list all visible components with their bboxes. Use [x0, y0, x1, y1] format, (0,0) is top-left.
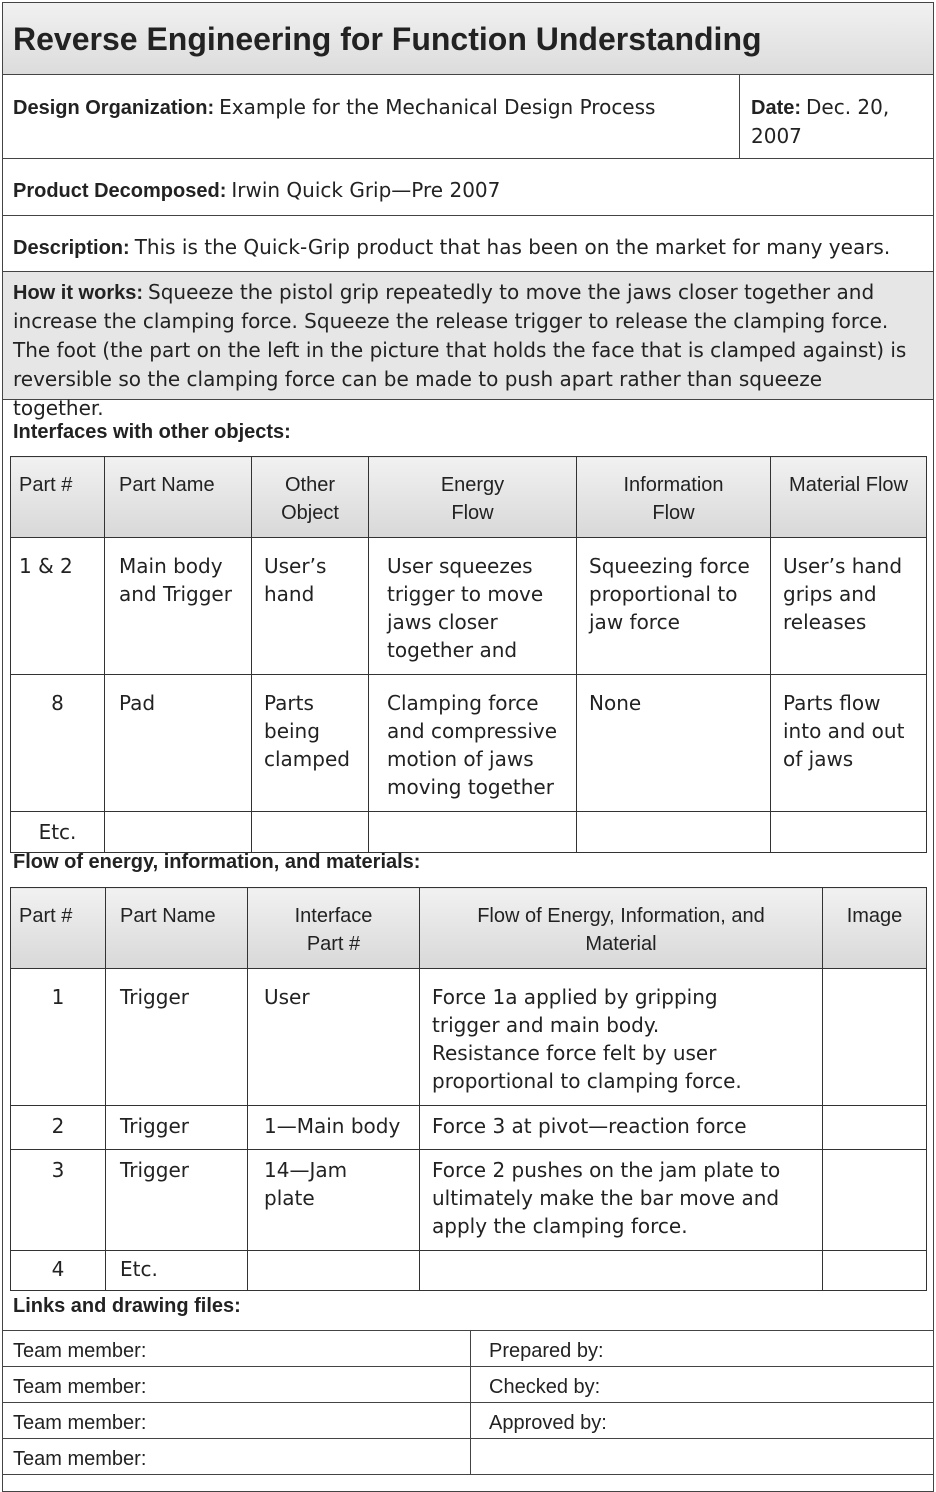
date-divider: [739, 75, 740, 158]
table-row: [11, 1106, 927, 1150]
cell-energy-flow: [369, 812, 577, 853]
links-heading: Links and drawing files:: [13, 1295, 241, 1317]
cell-image: [823, 969, 927, 1106]
table-row: [11, 1251, 927, 1291]
how-it-works-label: How it works:: [13, 282, 144, 304]
flow-heading: Flow of energy, information, and materials:: [13, 851, 421, 873]
checked-by: Checked by:: [489, 1376, 601, 1398]
cell-part-number: 2: [11, 1106, 106, 1150]
table-row: [11, 1150, 927, 1251]
design-org-row: [3, 75, 933, 159]
cell-interface-part: User: [248, 969, 420, 1106]
table-row: [11, 675, 927, 812]
table-row: [11, 969, 927, 1106]
signoff-divider: [3, 1474, 933, 1475]
signoff-divider: [3, 1402, 933, 1403]
cell-flow-description: Force 3 at pivot—reaction force: [420, 1106, 823, 1150]
col-part-name: Part Name: [105, 457, 252, 538]
cell-material-flow: Parts flow into and out of jaws: [771, 675, 927, 812]
col-part-number: Part #: [11, 888, 106, 969]
cell-part-number: Etc.: [11, 812, 105, 853]
description-label: Description:: [13, 237, 130, 259]
cell-part-number: 1: [11, 969, 106, 1106]
design-org-field: [13, 93, 733, 122]
cell-flow-description: Force 1a applied by gripping trigger and main body. Resistance force felt by user proportional to clamping force.: [420, 969, 823, 1106]
product-field: [13, 176, 500, 205]
how-it-works-row: [3, 272, 933, 420]
signoff-divider: [3, 1438, 933, 1439]
col-interface-part: Interface Part #: [248, 888, 420, 969]
description-row: [3, 216, 933, 272]
interfaces-table: [10, 456, 927, 853]
table-row: [11, 538, 927, 675]
cell-information-flow: None: [577, 675, 771, 812]
cell-interface-part: 14—Jam plate: [248, 1150, 420, 1251]
cell-other-object: User’s hand: [252, 538, 369, 675]
design-org-value: Example for the Mechanical Design Process: [219, 95, 656, 119]
cell-image: [823, 1106, 927, 1150]
table-row: [11, 812, 927, 853]
cell-part-name: [105, 812, 252, 853]
flow-table: [10, 887, 927, 1291]
cell-part-name: Trigger: [106, 1150, 248, 1251]
cell-material-flow: User’s hand grips and releases: [771, 538, 927, 675]
form-title: Reverse Engineering for Function Understanding: [13, 21, 762, 57]
description-field: [13, 233, 890, 262]
col-image: Image: [823, 888, 927, 969]
cell-part-name: Pad: [105, 675, 252, 812]
team-member-3: Team member:: [13, 1412, 147, 1434]
date-label: Date:: [751, 97, 802, 119]
reverse-engineering-form: [2, 2, 934, 1492]
date-value: Dec. 20, 2007: [751, 95, 890, 148]
cell-part-number: 8: [11, 675, 105, 812]
product-value: Irwin Quick Grip—Pre 2007: [231, 178, 501, 202]
col-part-name: Part Name: [106, 888, 248, 969]
col-energy-flow: Energy Flow: [369, 457, 577, 538]
product-label: Product Decomposed:: [13, 180, 227, 202]
cell-energy-flow: Clamping force and compressive motion of jaws moving together: [369, 675, 577, 812]
title-bar: [3, 3, 933, 75]
signoff-column-divider: [470, 1330, 471, 1474]
team-member-1: Team member:: [13, 1340, 147, 1362]
cell-part-number: 1 & 2: [11, 538, 105, 675]
design-org-label: Design Organization:: [13, 97, 215, 119]
cell-interface-part: [248, 1251, 420, 1291]
cell-flow-description: Force 2 pushes on the jam plate to ultimately make the bar move and apply the clamping force.: [420, 1150, 823, 1251]
cell-material-flow: [771, 812, 927, 853]
col-part-number: Part #: [11, 457, 105, 538]
cell-image: [823, 1251, 927, 1291]
col-flow-description: Flow of Energy, Information, and Material: [420, 888, 823, 969]
interfaces-header-row: [11, 457, 927, 538]
cell-information-flow: Squeezing force proportional to jaw force: [577, 538, 771, 675]
cell-energy-flow: User squeezes trigger to move jaws closer together and: [369, 538, 577, 675]
cell-part-number: 3: [11, 1150, 106, 1251]
approved-by: Approved by:: [489, 1412, 607, 1434]
description-value: This is the Quick-Grip product that has been on the market for many years.: [134, 235, 891, 259]
product-row: [3, 159, 933, 216]
signoff-divider: [3, 1330, 933, 1331]
cell-other-object: Parts being clamped: [252, 675, 369, 812]
col-information-flow: Information Flow: [577, 457, 771, 538]
cell-part-number: 4: [11, 1251, 106, 1291]
cell-interface-part: 1—Main body: [248, 1106, 420, 1150]
how-it-works-value: Squeeze the pistol grip repeatedly to move the jaws closer together and increase the clamping force. Squeeze the release trigger to release the clamping force. The foot (the part on the left in the picture that holds the face that is clamped against) is reversible so the clamping force can be made to push apart rather than squeeze together.: [13, 280, 907, 420]
col-other-object: Other Object: [252, 457, 369, 538]
cell-flow-description: [420, 1251, 823, 1291]
cell-part-name: Trigger: [106, 1106, 248, 1150]
interfaces-heading: Interfaces with other objects:: [13, 421, 291, 443]
cell-part-name: Trigger: [106, 969, 248, 1106]
cell-image: [823, 1150, 927, 1251]
cell-other-object: [252, 812, 369, 853]
date-field: [751, 93, 921, 151]
cell-part-name: Main body and Trigger: [105, 538, 252, 675]
col-material-flow: Material Flow: [771, 457, 927, 538]
team-member-2: Team member:: [13, 1376, 147, 1398]
cell-information-flow: [577, 812, 771, 853]
how-it-works-field: [13, 278, 918, 423]
signoff-divider: [3, 1366, 933, 1367]
cell-part-name: Etc.: [106, 1251, 248, 1291]
team-member-4: Team member:: [13, 1448, 147, 1470]
flow-header-row: [11, 888, 927, 969]
prepared-by: Prepared by:: [489, 1340, 604, 1362]
